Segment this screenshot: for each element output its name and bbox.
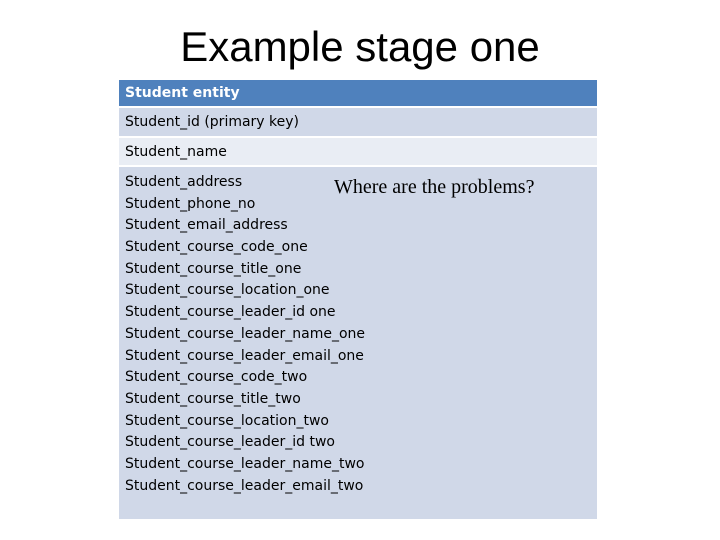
attribute-line: Student_course_code_one	[125, 239, 308, 256]
attribute-line: Student_course_title_one	[125, 260, 302, 277]
table-header-row: Student entity	[119, 80, 597, 108]
attribute-line: Student_course_code_two	[125, 369, 308, 386]
attribute-line: Student_course_leader_email_two	[125, 477, 364, 494]
attribute-line: Student_course_leader_name_one	[125, 325, 366, 342]
attribute-line: Student_email_address	[125, 217, 288, 234]
attribute-line: Student_course_location_one	[125, 282, 330, 299]
attribute-line: Student_course_leader_id two	[125, 434, 335, 451]
slide-title: Example stage one	[180, 23, 540, 70]
entity-table	[119, 80, 597, 519]
attribute-line: Student_course_leader_email_one	[125, 347, 364, 364]
attribute-line: Student_address	[125, 174, 243, 190]
attributes-cell	[119, 167, 597, 519]
attribute-line: Student_course_leader_id one	[125, 304, 336, 321]
attribute-line: Student_course_title_two	[125, 390, 301, 407]
primary-key-row: Student_id (primary key)	[119, 108, 597, 138]
problems-callout: Where are the problems?	[334, 176, 535, 198]
name-row: Student_name	[119, 138, 597, 167]
attribute-line: Student_course_leader_name_two	[125, 455, 365, 472]
attribute-line: Student_phone_no	[125, 195, 256, 212]
attribute-line: Student_course_location_two	[125, 412, 329, 429]
